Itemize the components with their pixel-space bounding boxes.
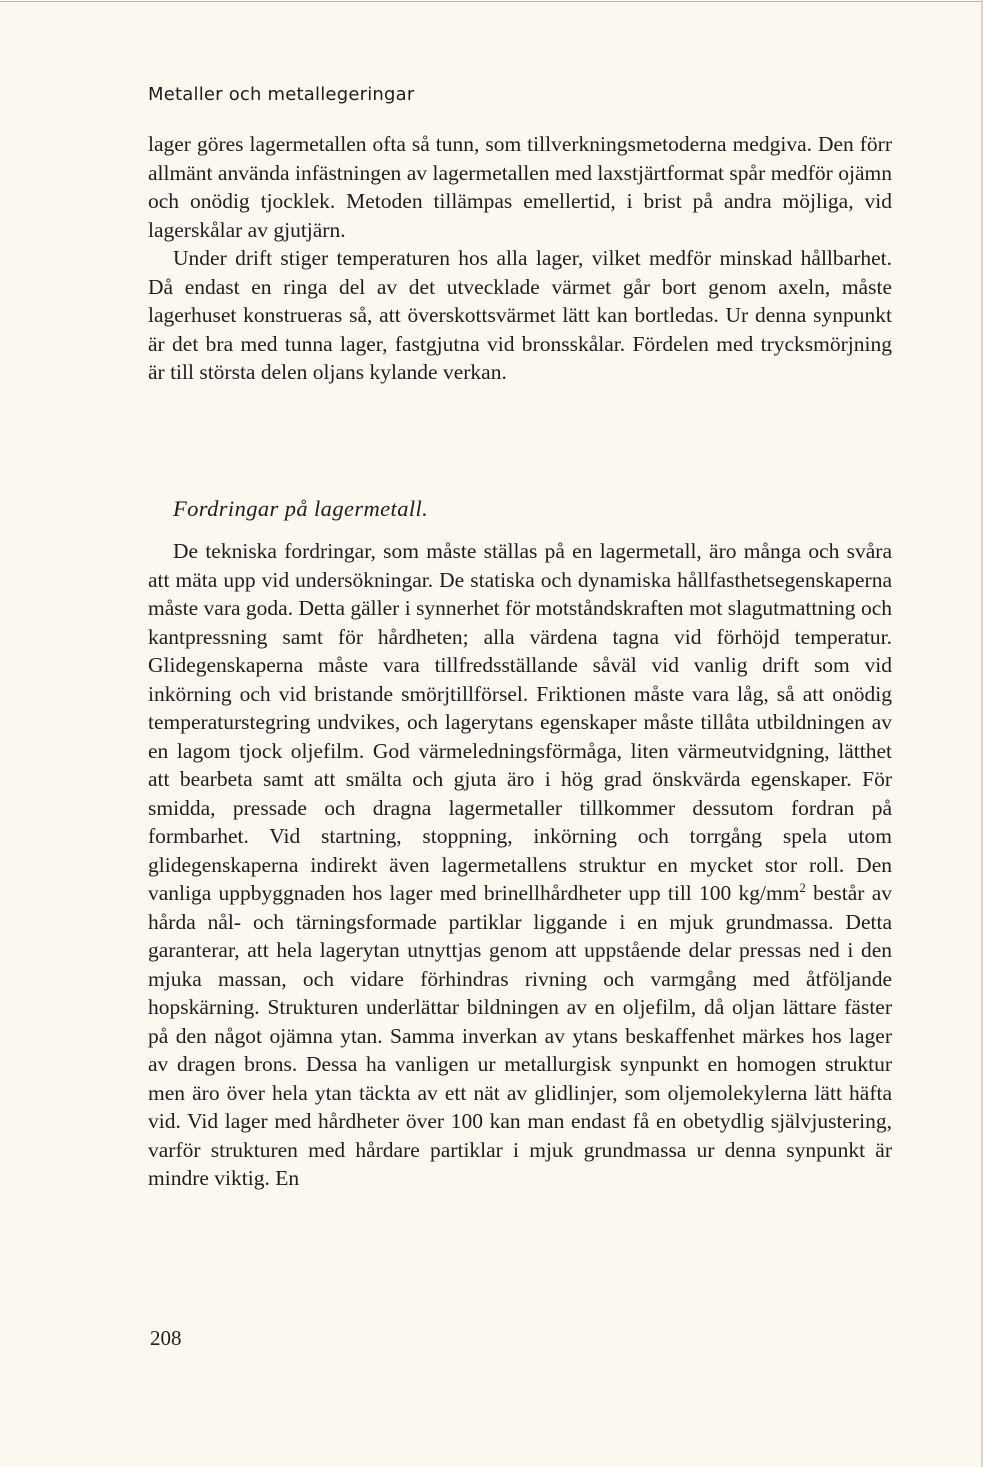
section-heading: Fordringar på lagermetall. [173, 496, 429, 521]
running-header: Metaller och metallegeringar [148, 84, 415, 105]
paragraph-3 [148, 537, 892, 1193]
paragraph-2: Under drift stiger temperaturen hos alla lager, vilket medför minskad hållbarhet. Då endast en ringa del av det utvecklade värmet går bort genom axeln, måste lagerhuset konstrueras så, att överskottsvärmet lätt kan bortledas. Ur denna synpunkt är det bra med tunna lager, fastgjutna vid bronsskålar. Fördelen med trycksmörjning är till största delen oljans kylande verkan. [148, 246, 892, 384]
top-rule [0, 1, 983, 2]
text-block-requirements [148, 537, 892, 1193]
paragraph-3-part-1: De tekniska fordringar, som måste ställas på en lagermetall, äro många och svåra att mäta upp vid undersökningar. De statiska och dynamiska hållfasthetsegenskaperna måste vara goda. Detta gäller i synnerhet för motståndskraften mot slagutmattning och kantpressning samt för hårdheten; alla värdena tagna vid förhöjd temperatur. Glidegenskaperna måste vara tillfredsställande såväl vid vanlig drift som vid inkörning och vid bristande smörjtillförsel. Friktionen måste vara låg, så att onödig temperaturstegring undvikes, och lagerytans egenskaper måste tillåta utbildningen av en lagom tjock oljefilm. God värmeledningsförmåga, liten värmeutvidgning, lätthet att bearbeta samt att smälta och gjuta äro i hög grad önskvärda egenskaper. För smidda, pressade och dragna lagermetaller tillkommer dessutom fordran på formbarhet. Vid startning, stoppning, inkörning och torrgång spela utom glidegenskaperna indirekt även lagermetallens struktur en mycket stor roll. Den vanliga uppbyggnaden hos lager med brinellhårdheter upp till 100 kg/mm [148, 539, 892, 905]
superscript: 2 [799, 879, 806, 895]
paragraph-1: lager göres lagermetallen ofta så tunn, som tillverkningsmetoderna medgiva. Den förr allmänt använda infästningen av lagermetallen med laxstjärtformat spår medför ojämn och onödig tjocklek. Metoden tillämpas emellertid, i brist på andra möjliga, vid lagerskålar av gjutjärn. [148, 132, 892, 242]
text-block-intro [148, 130, 892, 387]
page-number: 208 [150, 1326, 182, 1350]
paragraph-3-part-2: består av hårda nål- och tärningsformade partiklar liggande i en mjuk grundmassa. Detta garanterar, att hela lagerytan utnyttjas genom att uppstående delar pressas ned i den mjuka massan, och vidare förhindras rivning och varmgång med åtföljande hopskärning. Strukturen underlättar bildningen av en oljefilm, då oljan lättare fäster på den något ojämna ytan. Samma inverkan av ytans beskaffenhet märkes hos lager av dragen brons. Dessa ha vanligen ur metallurgisk synpunkt en homogen struktur men äro över hela ytan täckta av ett nät av glidlinjer, som oljemolekylerna lätt häfta vid. Vid lager med hårdheter över 100 kan man endast få en obetydlig självjustering, varför strukturen med hårdare partiklar i mjuk grundmassa ur denna synpunkt är mindre viktig. En [148, 881, 892, 1190]
